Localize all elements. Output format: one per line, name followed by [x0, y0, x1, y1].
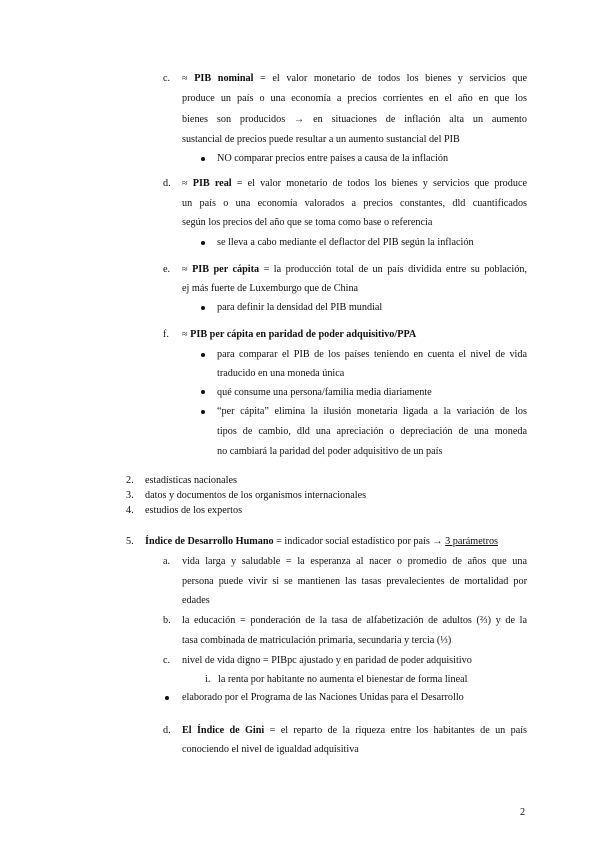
item-e-line2: ej más fuerte de Luxemburgo que de China	[182, 283, 359, 294]
idh-a-line1: vida larga y saludable = la esperanza al nacer o promedio de años que una	[182, 556, 527, 567]
item-d-line2: un país o una economía valorados a precios constantes, dld cuantificados	[182, 198, 527, 209]
item-e-marker: e.	[163, 264, 171, 275]
idh-d-line1	[182, 724, 527, 737]
item-c-line4: sustancial de precios puede resultar a un aumento sustancial del PIB	[182, 134, 460, 145]
idh-d-line1-text: = el reparto de la riqueza entre los habitantes de un país	[264, 725, 528, 736]
numbered-4-marker: 4.	[126, 505, 134, 516]
idh-c-sub-marker: i.	[205, 674, 211, 685]
item-d-marker: d.	[163, 178, 171, 189]
idh-a-line3: edades	[182, 595, 210, 606]
item-d-line3: según los precios del año que se toma como base o referencia	[182, 217, 433, 228]
idh-bullet: elaborado por el Programa de las Naciones Unidas para el Desarrollo	[182, 692, 464, 703]
numbered-2-text: estadísticas nacionales	[145, 475, 237, 486]
bullet-icon	[165, 696, 169, 700]
term-gini: El Índice de Gini	[182, 725, 265, 736]
bullet-icon	[201, 390, 205, 394]
item-f-bullet-3-line2: tipos de cambio, dld una apreciación o depreciación de una moneda	[217, 426, 527, 437]
term-idh: Índice de Desarrollo Humano	[145, 536, 274, 547]
idh-c-line1: nivel de vida digno = PIBpc ajustado y en paridad de poder adquisitivo	[182, 655, 472, 666]
item-f-marker: f.	[163, 329, 169, 340]
item-d-line1	[182, 177, 527, 190]
idh-c-marker: c.	[163, 655, 171, 666]
bullet-icon	[201, 241, 205, 245]
item-f-bullet-3-line1: “per cápita” elimina la ilusión monetaria ligada a la variación de los	[217, 406, 527, 417]
item-f-bullet-1-line1: para comparar el PIB de los países teniendo en cuenta el nivel de vida	[217, 349, 527, 360]
term-pib-ppa: PIB per cápita en paridad de poder adquisitivo/PPA	[190, 329, 417, 340]
page-number: 2	[520, 807, 526, 818]
bullet-icon	[201, 353, 205, 357]
idh-a-marker: a.	[163, 556, 171, 567]
item-c-bullet-1: NO comparar precios entre países a causa de la inflación	[217, 153, 449, 164]
item-e-line1	[182, 263, 527, 276]
item-c-line2: produce un país o una economía a precios corrientes en el año en que los	[182, 93, 527, 104]
idh-b-line2: tasa combinada de matriculación primaria, secundaria y tercia (⅓)	[182, 635, 452, 646]
item-e-line1-text: = la producción total de un país dividida entre su población,	[259, 264, 528, 275]
item-c-line1-text: = el valor monetario de todos los bienes y servicios que	[253, 73, 527, 84]
idh-heading-text: = indicador social estadístico por país →	[273, 536, 446, 547]
item-e-bullet-1: para definir la densidad del PIB mundial	[217, 302, 383, 313]
idh-a-line2: persona puede vivir si se mantienen las tasas prevalecientes de mortalidad por	[182, 576, 527, 587]
idh-d-marker: d.	[163, 725, 171, 736]
numbered-4-text: estudios de los expertos	[145, 505, 243, 516]
item-f-line1	[182, 328, 416, 341]
item-f-bullet-1-line2: traducido en una moneda única	[217, 368, 345, 379]
idh-b-line1: la educación = ponderación de la tasa de alfabetización de adultos (⅔) y de la	[182, 615, 527, 626]
item-c-line3: bienes son producidos → en situaciones de inflación alta un aumento	[182, 114, 527, 125]
approx-symbol: ≈	[182, 264, 188, 275]
item-f-bullet-2: qué consume una persona/familia media diariamente	[217, 387, 432, 398]
idh-c-sub-text: la renta por habitante no aumenta el bienestar de forma lineal	[218, 674, 468, 685]
idh-b-marker: b.	[163, 615, 171, 626]
item-d-line1-text: = el valor monetario de todos los bienes y servicios que produce	[231, 178, 527, 189]
item-d-bullet-1: se lleva a cabo mediante el deflactor del PIB según la inflación	[217, 237, 474, 248]
item-f-bullet-3-line3: no cambiará la paridad del poder adquisitivo de un país	[217, 446, 443, 457]
term-pib-per-capita: PIB per cápita	[192, 264, 260, 275]
approx-symbol: ≈	[182, 73, 188, 84]
bullet-icon	[201, 306, 205, 310]
term-pib-nominal: PIB nominal	[194, 73, 254, 84]
bullet-icon	[201, 410, 205, 414]
idh-heading	[145, 535, 498, 548]
item-c-line1	[182, 72, 527, 85]
bullet-icon	[201, 157, 205, 161]
idh-d-line2: conociendo el nivel de igualdad adquisitiva	[182, 744, 359, 755]
approx-symbol: ≈	[182, 178, 188, 189]
numbered-2-marker: 2.	[126, 475, 134, 486]
idh-parameters: 3 parámetros	[445, 536, 499, 547]
numbered-3-text: datos y documentos de los organismos internacionales	[145, 490, 367, 501]
numbered-3-marker: 3.	[126, 490, 134, 501]
approx-symbol: ≈	[182, 329, 188, 340]
idh-marker: 5.	[126, 536, 134, 547]
item-c-marker: c.	[163, 73, 171, 84]
term-pib-real: PIB real	[192, 178, 232, 189]
